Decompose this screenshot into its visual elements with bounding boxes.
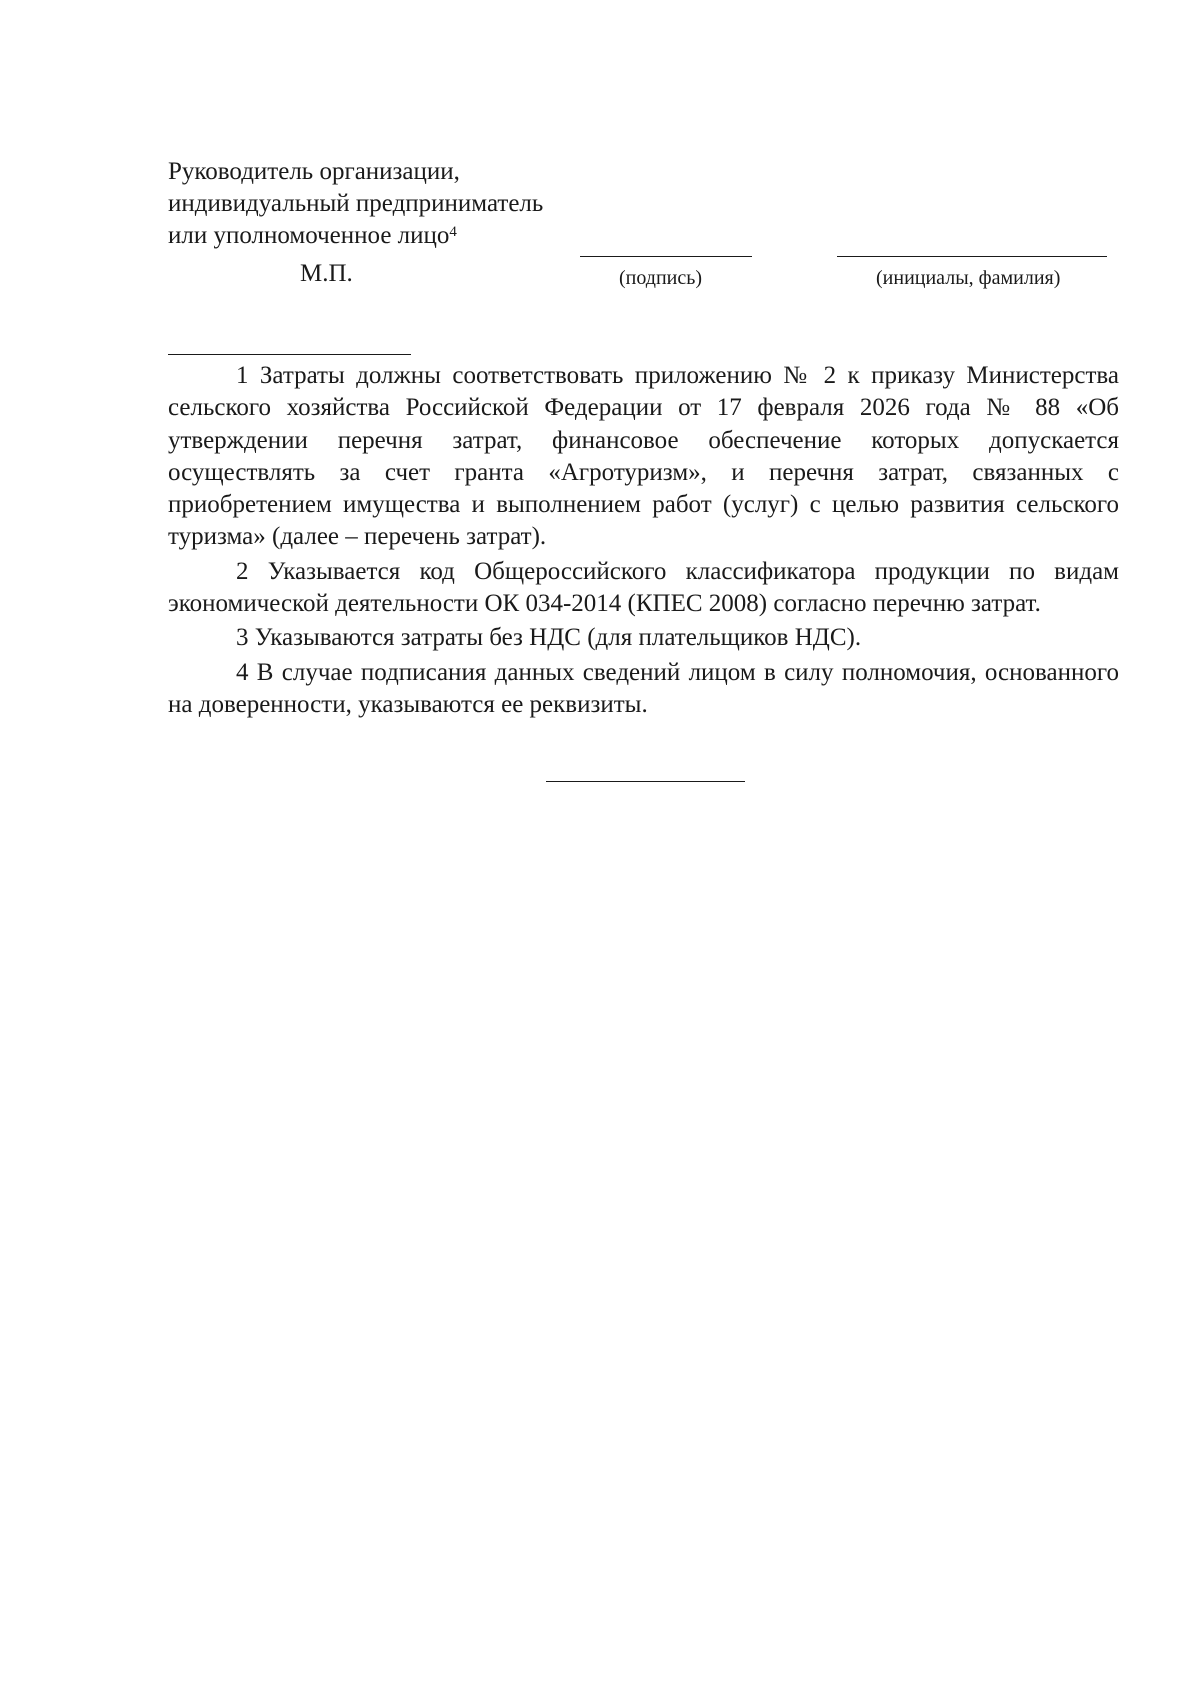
footnote-4: 4 В случае подписания данных сведений лицом в силу полномочия, основанного на доверенности, указываются ее реквизиты. <box>168 658 1119 718</box>
footnote-3: 3 Указываются затраты без НДС (для плательщиков НДС). <box>236 624 862 652</box>
footnote-ref-4: 4 <box>449 224 457 240</box>
stamp-placeholder: М.П. <box>300 260 353 287</box>
name-line <box>837 256 1107 257</box>
signatory-line-3-text: или уполномоченное лицо <box>168 222 450 249</box>
document-end-line <box>546 781 745 782</box>
signatory-line-3 <box>168 220 543 252</box>
footnote-2: 2 Указывается код Общероссийского классификатора продукции по видам экономической деятельности ОК 034-2014 (КПЕС 2008) согласно перечню затрат. <box>168 557 1119 618</box>
name-caption: (инициалы, фамилия) <box>876 267 1061 289</box>
footnote-separator <box>168 354 411 355</box>
signatory-title <box>168 156 543 252</box>
signature-caption: (подпись) <box>619 267 703 289</box>
signatory-line-2: индивидуальный предприниматель <box>168 190 544 217</box>
footnotes-section <box>168 360 1119 721</box>
footnote-1: 1 Затраты должны соответствовать приложению № 2 к приказу Министерства сельского хозяйства Российской Федерации от 17 февраля 2026 года № 88 «Об утверждении перечня затрат, финансовое обеспечение которых допускается осуществлять за счет гранта «Агротуризм», и перечня затрат, связанных с приобретением имущества и выполнением работ (услуг) с целью развития сельского туризма» (далее – перечень затрат). <box>168 362 1119 551</box>
signature-line <box>580 256 752 257</box>
signatory-line-1: Руководитель организации, <box>168 158 460 185</box>
